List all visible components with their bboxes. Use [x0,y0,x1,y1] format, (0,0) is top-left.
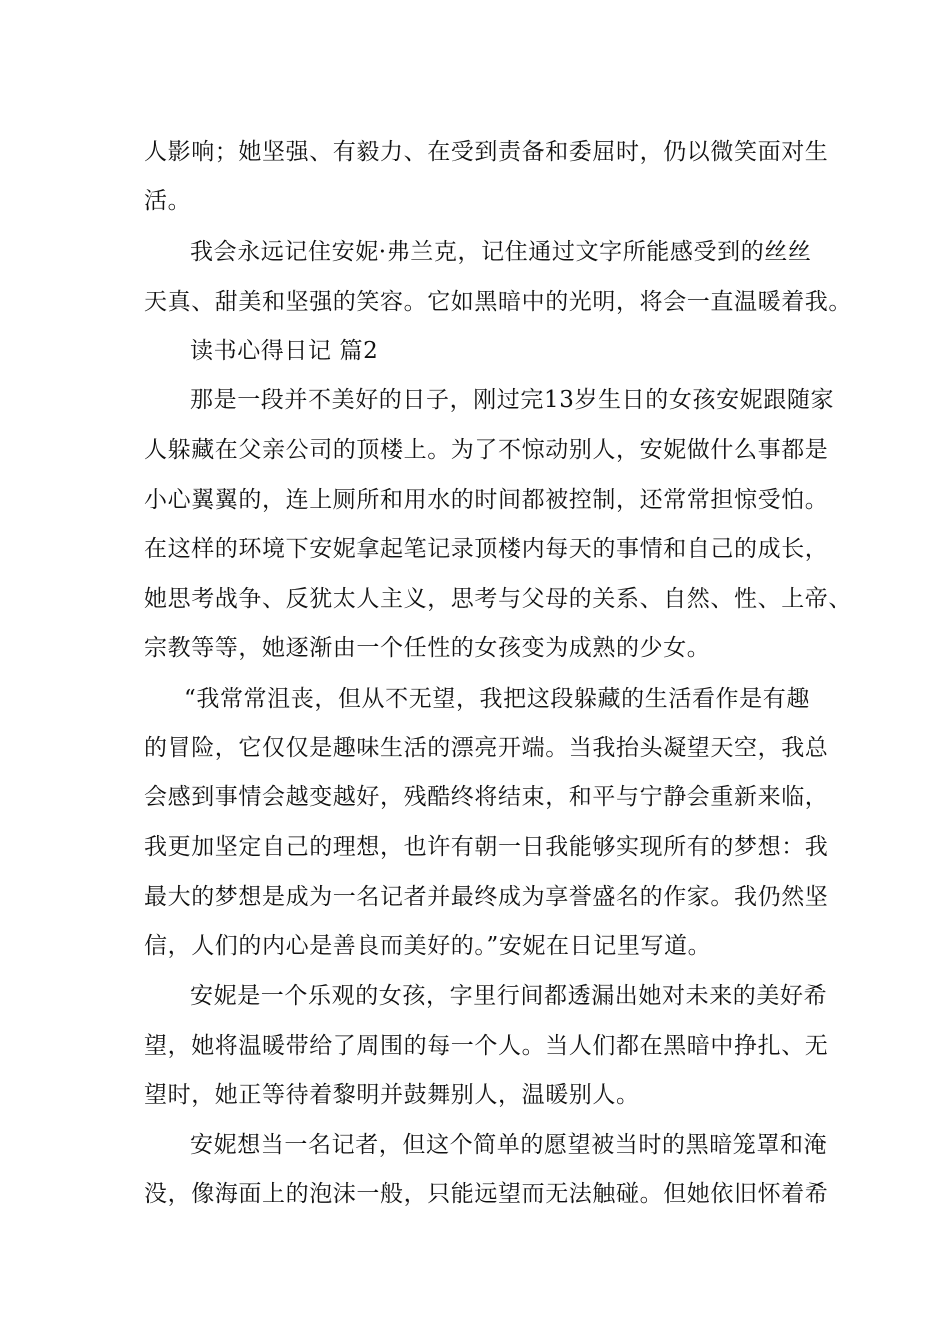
text-line: 安妮想当一名记者，但这个简单的愿望被当时的黑暗笼罩和淹 [190,1132,828,1158]
text-line: 的冒险，它仅仅是趣味生活的漂亮开端。当我抬头凝望天空，我总 [144,735,829,761]
text-line: 会感到事情会越变越好，残酷终将结束，和平与宁静会重新来临， [144,784,829,810]
text-line: 天真、甜美和坚强的笑容。它如黑暗中的光明，将会一直温暖着我。 [144,289,852,315]
text-line: 信，人们的内心是善良而美好的。”安妮在日记里写道。 [144,933,712,959]
text-line: 望，她将温暖带给了周围的每一个人。当人们都在黑暗中挣扎、无 [144,1033,829,1059]
text-line: 宗教等等，她逐渐由一个任性的女孩变为成熟的少女。 [144,635,711,661]
text-line: 在这样的环境下安妮拿起笔记录顶楼内每天的事情和自己的成长， [144,536,829,562]
text-line: 最大的梦想是成为一名记者并最终成为享誉盛名的作家。我仍然坚 [144,884,829,910]
text-line: 小心翼翼的，连上厕所和用水的时间都被控制，还常常担惊受怕。 [144,487,829,513]
text-line: 望时，她正等待着黎明并鼓舞别人，温暖别人。 [144,1082,640,1108]
text-line: 安妮是一个乐观的女孩，字里行间都透漏出她对未来的美好希 [190,983,828,1009]
text-line: 人影响；她坚强、有毅力、在受到责备和委屈时，仍以微笑面对生 [144,139,829,165]
text-line: “我常常沮丧，但从不无望，我把这段躲藏的生活看作是有趣 [184,686,810,712]
text-line: 我更加坚定自己的理想，也许有朝一日我能够实现所有的梦想：我 [144,834,829,860]
text-line: 活。 [144,188,192,214]
section-heading: 读书心得日记 篇2 [190,338,379,364]
text-line: 那是一段并不美好的日子，刚过完13岁生日的女孩安妮跟随家 [190,387,835,413]
text-line: 没，像海面上的泡沫一般，只能远望而无法触碰。但她依旧怀着希 [144,1181,829,1207]
text-line: 我会永远记住安妮·弗兰克，记住通过文字所能感受到的丝丝 [190,239,812,265]
text-line: 人躲藏在父亲公司的顶楼上。为了不惊动别人，安妮做什么事都是 [144,437,829,463]
text-line: 她思考战争、反犹太人主义，思考与父母的关系、自然、性、上帝、 [144,586,852,612]
